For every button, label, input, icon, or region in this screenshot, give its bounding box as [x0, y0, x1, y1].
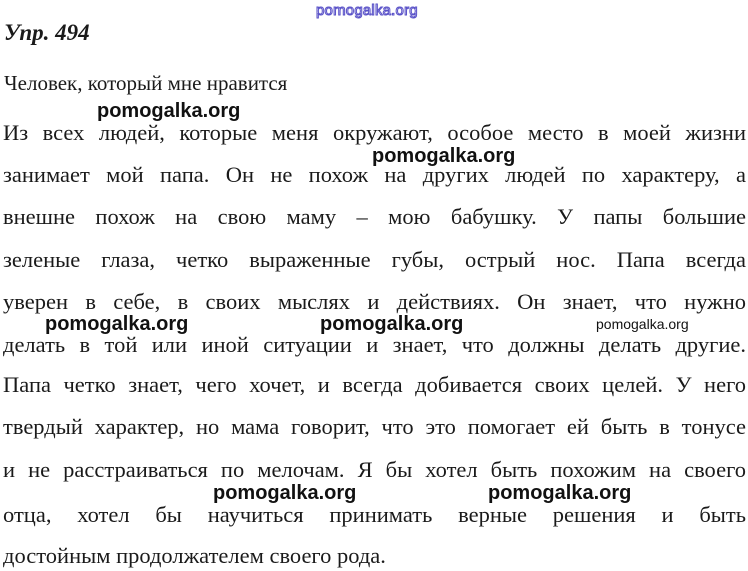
- watermark: pomogalka.org: [488, 482, 632, 504]
- text-line-1: Из всех людей, которые меня окружают, особое место в моей жизни: [3, 120, 746, 145]
- text-line-8: твердый характер, но мама говорит, что это помогает ей быть в тонусе: [3, 414, 746, 439]
- essay-heading: Человек, который мне нравится: [4, 71, 288, 95]
- watermark-top: pomogalka.org: [316, 2, 418, 19]
- text-line-3: внешне похож на свою маму – мою бабушку. У папы большие: [3, 204, 746, 229]
- watermark: pomogalka.org: [45, 313, 189, 335]
- watermark: pomogalka.org: [320, 313, 464, 335]
- text-line-11: достойным продолжателем своего рода.: [3, 543, 386, 568]
- watermark: pomogalka.org: [372, 145, 516, 167]
- text-line-2: занимает мой папа. Он не похож на других людей по характеру, а: [3, 162, 746, 187]
- text-line-10: отца, хотел бы научиться принимать верные решения и быть: [3, 502, 746, 527]
- watermark: pomogalka.org: [97, 100, 241, 122]
- text-line-5: уверен в себе, в своих мыслях и действиях. Он знает, что нужно: [3, 289, 746, 314]
- text-line-6: делать в той или иной ситуации и знает, что должны делать другие.: [3, 332, 746, 357]
- text-line-9: и не расстраиваться по мелочам. Я бы хотел быть похожим на своего: [3, 457, 746, 482]
- text-line-4: зеленые глаза, четко выраженные губы, острый нос. Папа всегда: [3, 247, 746, 272]
- text-line-7: Папа четко знает, чего хочет, и всегда добивается своих целей. У него: [3, 372, 746, 397]
- watermark: pomogalka.org: [596, 316, 689, 332]
- watermark: pomogalka.org: [213, 482, 357, 504]
- exercise-title: Упр. 494: [4, 20, 90, 45]
